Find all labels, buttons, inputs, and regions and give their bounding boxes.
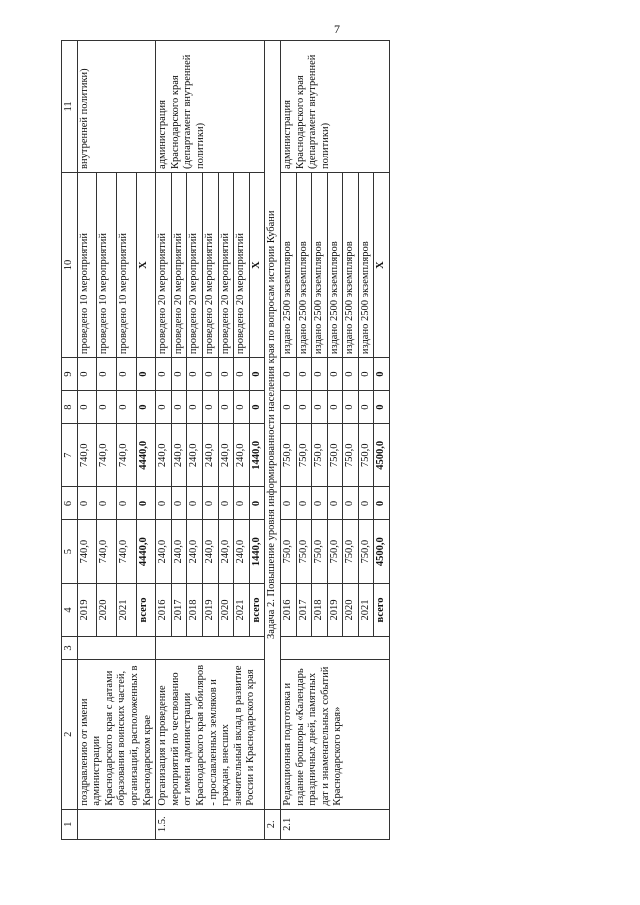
col-header: 11 xyxy=(62,41,78,173)
table-row xyxy=(280,41,296,840)
result-cell: проведено 20 мероприятий xyxy=(218,172,234,357)
value-cell: 0 xyxy=(296,391,312,424)
task-row xyxy=(265,41,281,840)
value-cell: 0 xyxy=(343,391,359,424)
value-cell: 0 xyxy=(358,358,374,391)
value-cell: 0 xyxy=(97,358,117,391)
value-cell: 240,0 xyxy=(234,424,250,487)
result-cell: проведено 10 мероприятий xyxy=(77,172,97,357)
value-cell: 0 xyxy=(234,358,250,391)
col-header: 7 xyxy=(62,424,78,487)
value-cell: 0 xyxy=(97,391,117,424)
value-cell: 0 xyxy=(234,487,250,520)
value-cell: 0 xyxy=(327,487,343,520)
result-cell: проведено 20 мероприятий xyxy=(171,172,187,357)
value-cell: 740,0 xyxy=(97,520,117,583)
result-cell: издано 2500 экземпляров xyxy=(280,172,296,357)
total-value: 0 xyxy=(136,487,156,520)
value-cell: 0 xyxy=(187,391,203,424)
executor-cell: администрация Краснодарского края (департамент внутренней политики) xyxy=(280,41,389,173)
value-cell: 0 xyxy=(202,391,218,424)
result-cell: издано 2500 экземпляров xyxy=(296,172,312,357)
total-label: всего xyxy=(374,583,390,636)
year-cell: 2018 xyxy=(187,583,203,636)
value-cell: 240,0 xyxy=(187,424,203,487)
value-cell: 240,0 xyxy=(218,424,234,487)
value-cell: 0 xyxy=(116,487,136,520)
year-cell: 2020 xyxy=(343,583,359,636)
result-cell: проведено 10 мероприятий xyxy=(97,172,117,357)
year-cell: 2019 xyxy=(327,583,343,636)
total-label: всего xyxy=(136,583,156,636)
value-cell: 0 xyxy=(312,487,328,520)
col-header: 3 xyxy=(62,637,78,660)
value-cell: 750,0 xyxy=(312,520,328,583)
total-value: 0 xyxy=(374,391,390,424)
value-cell: 750,0 xyxy=(312,424,328,487)
value-cell: 0 xyxy=(296,487,312,520)
value-cell: 0 xyxy=(296,358,312,391)
value-cell: 750,0 xyxy=(280,520,296,583)
total-value: 4500,0 xyxy=(374,520,390,583)
year-cell: 2019 xyxy=(202,583,218,636)
value-cell: 0 xyxy=(156,391,172,424)
total-value: 0 xyxy=(249,487,265,520)
value-cell: 750,0 xyxy=(327,424,343,487)
page-number: 7 xyxy=(334,22,340,36)
result-cell: проведено 20 мероприятий xyxy=(156,172,172,357)
value-cell: 240,0 xyxy=(171,520,187,583)
empty-cell xyxy=(156,637,265,660)
col-header: 4 xyxy=(62,583,78,636)
col-header: 5 xyxy=(62,520,78,583)
year-cell: 2021 xyxy=(358,583,374,636)
header-row xyxy=(62,41,78,840)
total-result: X xyxy=(249,172,265,357)
empty-cell xyxy=(77,637,156,660)
value-cell: 0 xyxy=(312,358,328,391)
row-name: поздравлению от имени администрации Краснодарского края с датами образования воинских частей, организаций, расположенных в Краснодарском крае xyxy=(77,659,156,809)
value-cell: 740,0 xyxy=(116,424,136,487)
total-value: 0 xyxy=(136,358,156,391)
value-cell: 0 xyxy=(280,391,296,424)
value-cell: 240,0 xyxy=(234,520,250,583)
value-cell: 0 xyxy=(116,358,136,391)
col-header: 1 xyxy=(62,809,78,839)
value-cell: 0 xyxy=(343,487,359,520)
value-cell: 0 xyxy=(312,391,328,424)
value-cell: 0 xyxy=(187,358,203,391)
value-cell: 0 xyxy=(171,487,187,520)
value-cell: 0 xyxy=(97,487,117,520)
year-cell: 2017 xyxy=(296,583,312,636)
executor-cell: администрация Краснодарского края (департамент внутренней политики) xyxy=(156,41,265,173)
value-cell: 0 xyxy=(280,358,296,391)
row-number: 1.5. xyxy=(156,809,265,839)
result-cell: проведено 10 мероприятий xyxy=(116,172,136,357)
year-cell: 2017 xyxy=(171,583,187,636)
value-cell: 740,0 xyxy=(77,520,97,583)
value-cell: 0 xyxy=(358,487,374,520)
total-value: 1440,0 xyxy=(249,424,265,487)
value-cell: 740,0 xyxy=(97,424,117,487)
year-cell: 2021 xyxy=(116,583,136,636)
total-value: 0 xyxy=(374,487,390,520)
value-cell: 750,0 xyxy=(280,424,296,487)
total-value: 0 xyxy=(249,391,265,424)
value-cell: 240,0 xyxy=(202,424,218,487)
year-cell: 2016 xyxy=(280,583,296,636)
value-cell: 0 xyxy=(187,487,203,520)
value-cell: 0 xyxy=(327,358,343,391)
value-cell: 240,0 xyxy=(187,520,203,583)
year-cell: 2020 xyxy=(97,583,117,636)
row-number xyxy=(77,809,156,839)
row-name: Организация и проведение мероприятий по чествованию от имени администрации Краснодарского края юбиляров - прославленных земляков и граждан, внесших значительный вклад в развитие России и Краснодарского края xyxy=(156,659,265,809)
value-cell: 0 xyxy=(171,358,187,391)
result-cell: издано 2500 экземпляров xyxy=(327,172,343,357)
value-cell: 740,0 xyxy=(77,424,97,487)
value-cell: 0 xyxy=(343,358,359,391)
value-cell: 0 xyxy=(327,391,343,424)
value-cell: 0 xyxy=(156,358,172,391)
value-cell: 0 xyxy=(77,358,97,391)
table-row xyxy=(77,41,97,840)
value-cell: 0 xyxy=(77,391,97,424)
year-cell: 2018 xyxy=(312,583,328,636)
value-cell: 0 xyxy=(156,487,172,520)
result-cell: издано 2500 экземпляров xyxy=(312,172,328,357)
total-value: 4440,0 xyxy=(136,424,156,487)
value-cell: 0 xyxy=(202,358,218,391)
total-value: 4440,0 xyxy=(136,520,156,583)
rotated-table-container xyxy=(61,40,541,840)
col-header: 10 xyxy=(62,172,78,357)
total-label: всего xyxy=(249,583,265,636)
value-cell: 240,0 xyxy=(202,520,218,583)
executor-cell: внутренней политики) xyxy=(77,41,156,173)
value-cell: 750,0 xyxy=(327,520,343,583)
task-number: 2. xyxy=(265,809,281,839)
result-cell: издано 2500 экземпляров xyxy=(358,172,374,357)
total-result: X xyxy=(374,172,390,357)
value-cell: 240,0 xyxy=(171,424,187,487)
value-cell: 240,0 xyxy=(156,424,172,487)
total-value: 0 xyxy=(136,391,156,424)
empty-cell xyxy=(280,637,389,660)
value-cell: 0 xyxy=(202,487,218,520)
value-cell: 740,0 xyxy=(116,520,136,583)
value-cell: 0 xyxy=(218,358,234,391)
total-value: 0 xyxy=(374,358,390,391)
col-header: 6 xyxy=(62,487,78,520)
value-cell: 0 xyxy=(218,391,234,424)
value-cell: 750,0 xyxy=(358,520,374,583)
value-cell: 0 xyxy=(280,487,296,520)
value-cell: 750,0 xyxy=(358,424,374,487)
value-cell: 0 xyxy=(234,391,250,424)
value-cell: 750,0 xyxy=(343,424,359,487)
value-cell: 0 xyxy=(116,391,136,424)
row-name: Редакционная подготовка и издание брошюры «Календарь праздничных дней, памятных дат и знаменательных событий Краснодарского края» xyxy=(280,659,389,809)
value-cell: 750,0 xyxy=(296,424,312,487)
value-cell: 0 xyxy=(77,487,97,520)
total-result: X xyxy=(136,172,156,357)
row-number: 2.1 xyxy=(280,809,389,839)
result-cell: проведено 20 мероприятий xyxy=(187,172,203,357)
result-cell: издано 2500 экземпляров xyxy=(343,172,359,357)
col-header: 8 xyxy=(62,391,78,424)
program-table xyxy=(61,40,390,840)
total-value: 1440,0 xyxy=(249,520,265,583)
value-cell: 750,0 xyxy=(343,520,359,583)
col-header: 9 xyxy=(62,358,78,391)
value-cell: 750,0 xyxy=(296,520,312,583)
value-cell: 240,0 xyxy=(156,520,172,583)
result-cell: проведено 20 мероприятий xyxy=(202,172,218,357)
year-cell: 2020 xyxy=(218,583,234,636)
result-cell: проведено 20 мероприятий xyxy=(234,172,250,357)
value-cell: 0 xyxy=(358,391,374,424)
col-header: 2 xyxy=(62,659,78,809)
value-cell: 240,0 xyxy=(218,520,234,583)
value-cell: 0 xyxy=(218,487,234,520)
year-cell: 2016 xyxy=(156,583,172,636)
total-value: 4500,0 xyxy=(374,424,390,487)
table-row xyxy=(156,41,172,840)
year-cell: 2021 xyxy=(234,583,250,636)
value-cell: 0 xyxy=(171,391,187,424)
year-cell: 2019 xyxy=(77,583,97,636)
total-value: 0 xyxy=(249,358,265,391)
task-title: Задача 2. Повышение уровня информированности населения края по вопросам истории Кубани xyxy=(265,41,281,810)
